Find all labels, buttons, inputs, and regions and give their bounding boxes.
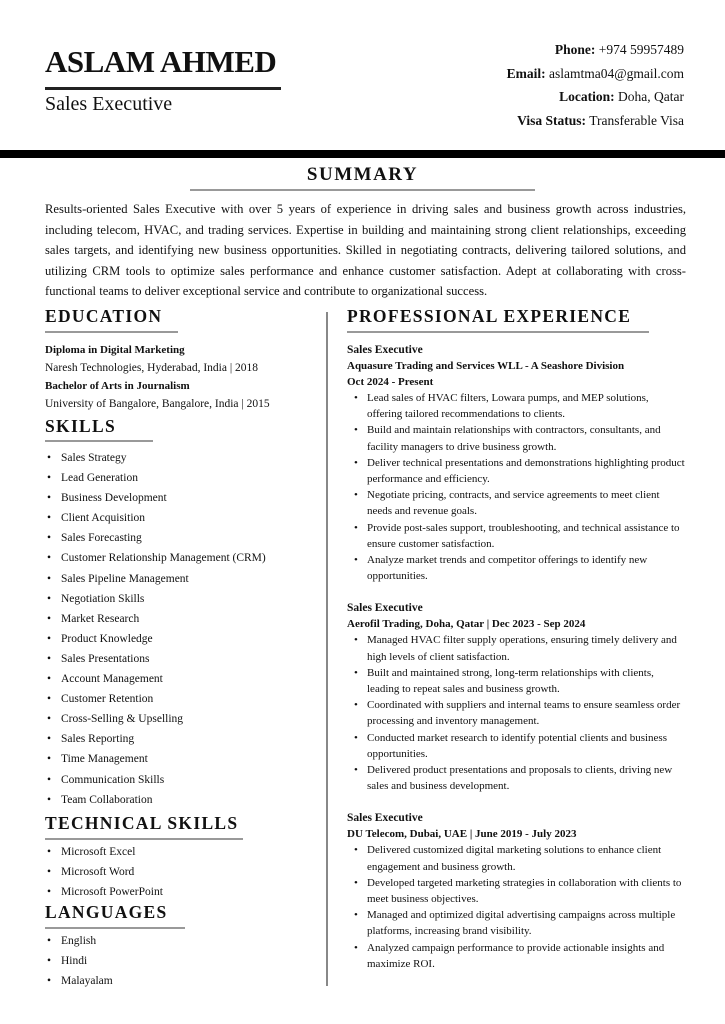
- job-bullets: [347, 842, 692, 972]
- summary-underline: [190, 189, 535, 191]
- list-item: • Product Knowledge: [45, 629, 320, 649]
- job-bullet: • Provide post-sales support, troubleshooting, and technical assistance to ensure customer satisfaction.: [347, 520, 692, 552]
- job-bullet: • Built and maintained strong, long-term relationships with clients, leading to repeat sales and business growth.: [347, 665, 692, 697]
- education-underline: [45, 331, 178, 333]
- job-bullet: • Delivered product presentations and proposals to clients, driving new sales and business development.: [347, 762, 692, 794]
- list-item: • Malayalam: [45, 971, 320, 991]
- job-bullet: • Deliver technical presentations and demonstrations highlighting product performance and efficiency.: [347, 455, 692, 487]
- education-section: [45, 306, 320, 413]
- job-entry: [347, 600, 692, 794]
- job-bullet: • Managed and optimized digital advertising campaigns across multiple platforms, increasing brand visibility.: [347, 907, 692, 939]
- list-item: • Cross-Selling & Upselling: [45, 709, 320, 729]
- job-bullet: • Coordinated with suppliers and internal teams to ensure seamless order processing and inventory management.: [347, 697, 692, 729]
- job-bullet: • Negotiate pricing, contracts, and service agreements to meet client needs and revenue goals.: [347, 487, 692, 519]
- list-item: • Business Development: [45, 488, 320, 508]
- contact-value: Transferable Visa: [589, 112, 684, 128]
- contact-line: [507, 38, 684, 62]
- contact-label: Visa Status:: [517, 112, 587, 128]
- contact-info: [507, 38, 684, 132]
- list-item: • Hindi: [45, 951, 320, 971]
- job-entry: [347, 810, 692, 972]
- education-institution: Naresh Technologies, Hyderabad, India | 2018: [45, 362, 259, 374]
- languages-heading: LANGUAGES: [45, 902, 168, 922]
- list-item: • Negotiation Skills: [45, 589, 320, 609]
- job-company: Aquasure Trading and Services WLL - A Seashore Division: [347, 360, 625, 372]
- languages-underline: [45, 927, 185, 929]
- education-degree: Diploma in Digital Marketing: [45, 344, 185, 356]
- job-role: Sales Executive: [347, 602, 423, 615]
- contact-line: [507, 62, 684, 86]
- list-item: • Microsoft Word: [45, 862, 320, 882]
- contact-line: [507, 109, 684, 133]
- list-item: • Customer Relationship Management (CRM): [45, 548, 320, 568]
- job-bullet: • Analyzed campaign performance to provide actionable insights and maximize ROI.: [347, 940, 692, 972]
- job-dates: Oct 2024 - Present: [347, 376, 434, 388]
- contact-label: Email:: [506, 65, 546, 81]
- list-item: • Sales Forecasting: [45, 528, 320, 548]
- contact-value: +974 59957489: [598, 42, 684, 57]
- contact-value: Doha, Qatar: [618, 89, 684, 104]
- job-bullets: [347, 390, 692, 584]
- experience-heading: PROFESSIONAL EXPERIENCE: [347, 306, 632, 326]
- job-bullet: • Conducted market research to identify potential clients and business opportunities.: [347, 730, 692, 762]
- job-company: DU Telecom, Dubai, UAE | June 2019 - July 2023: [347, 828, 577, 841]
- job-bullet: • Delivered customized digital marketing solutions to enhance client engagement and business growth.: [347, 842, 692, 874]
- job-bullet: • Developed targeted marketing strategies in collaboration with clients to meet business objectives.: [347, 875, 692, 907]
- header-divider: [0, 150, 725, 158]
- skills-section: [45, 416, 320, 810]
- contact-label: Phone:: [554, 42, 596, 57]
- candidate-title: Sales Executive: [45, 93, 173, 115]
- list-item: • Lead Generation: [45, 468, 320, 488]
- job-bullet: • Managed HVAC filter supply operations, ensuring timely delivery and high levels of client satisfaction.: [347, 632, 692, 664]
- list-item: • Sales Reporting: [45, 729, 320, 749]
- experience-section: [347, 306, 692, 988]
- list-item: • Sales Presentations: [45, 649, 320, 669]
- education-heading: EDUCATION: [45, 306, 163, 326]
- technical-skills-underline: [45, 838, 243, 840]
- job-role: Sales Executive: [347, 344, 423, 356]
- job-bullet: • Lead sales of HVAC filters, Lowara pumps, and MEP solutions, offering tailored recommendations to clients.: [347, 390, 692, 422]
- job-bullets: [347, 632, 692, 794]
- list-item: • Customer Retention: [45, 689, 320, 709]
- technical-skills-section: [45, 813, 320, 902]
- summary-text: Results-oriented Sales Executive with over 5 years of experience in driving sales and business growth across industries, including telecom, HVAC, and trading services. Expertise in building and maintaining strong client relationships, exceeding sales targets, and identifying new business opportunities. Skilled in negotiating contracts, delivering tailored solutions, and utilizing CRM tools to optimize sales performance and enhance customer satisfaction. Adept at collaborating with cross-functional teams to deliver exceptional service and contribute to organizational success.: [45, 202, 686, 299]
- job-bullet: • Build and maintain relationships with contractors, consultants, and facility managers to drive business growth.: [347, 422, 692, 454]
- job-bullet: • Analyze market trends and competitor offerings to identify new opportunities.: [347, 552, 692, 584]
- list-item: • Sales Pipeline Management: [45, 569, 320, 589]
- experience-underline: [347, 331, 649, 333]
- list-item: • Microsoft PowerPoint: [45, 882, 320, 902]
- list-item: • Client Acquisition: [45, 508, 320, 528]
- list-item: • English: [45, 931, 320, 951]
- education-institution: University of Bangalore, Bangalore, India | 2015: [45, 398, 270, 410]
- candidate-name: ASLAM AHMED: [45, 44, 277, 79]
- list-item: • Time Management: [45, 749, 320, 769]
- list-item: • Account Management: [45, 669, 320, 689]
- summary-heading: SUMMARY: [306, 164, 419, 185]
- column-divider: [326, 312, 328, 986]
- contact-value: aslamtma04@gmail.com: [548, 65, 684, 81]
- contact-line: [507, 85, 684, 109]
- name-underline: [45, 87, 281, 90]
- job-role: Sales Executive: [347, 812, 423, 825]
- contact-label: Location:: [559, 89, 615, 104]
- list-item: • Communication Skills: [45, 770, 320, 790]
- list-item: • Sales Strategy: [45, 448, 320, 468]
- list-item: • Market Research: [45, 609, 320, 629]
- job-company: Aerofil Trading, Doha, Qatar | Dec 2023 - Sep 2024: [347, 618, 586, 631]
- education-degree: Bachelor of Arts in Journalism: [45, 380, 190, 392]
- job-entry: [347, 342, 692, 584]
- list-item: • Team Collaboration: [45, 790, 320, 810]
- technical-skills-heading: TECHNICAL SKILLS: [45, 813, 239, 833]
- skills-heading: SKILLS: [45, 416, 117, 436]
- skills-underline: [45, 440, 153, 442]
- list-item: • Microsoft Excel: [45, 842, 320, 862]
- languages-section: [45, 902, 320, 991]
